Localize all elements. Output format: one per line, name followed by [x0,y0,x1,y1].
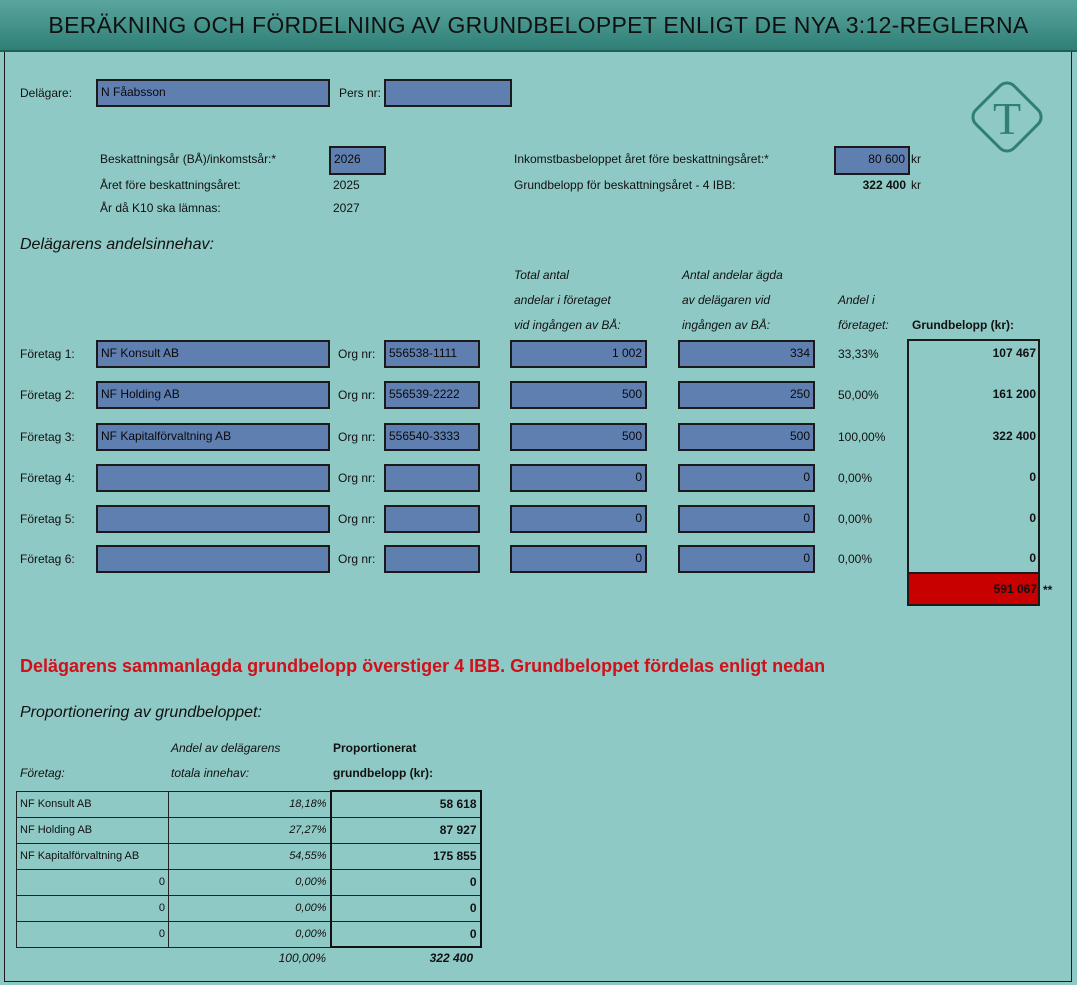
prop-share-cell: 18,18% [169,791,331,817]
table-row [17,817,481,843]
prop-company-cell: NF Holding AB [17,817,169,843]
total-shares-input[interactable]: 500 [510,423,647,451]
org-label: Org nr: [338,388,376,402]
prop-gb-cell: 87 927 [331,817,481,843]
tax-year-input[interactable]: 2026 [329,146,386,175]
ibb-label: Inkomstbasbeloppet året före beskattningsåret:* [514,152,769,166]
owned-shares-input[interactable]: 0 [678,505,815,533]
grundbelopp-cell: 0 [1029,551,1036,565]
company-name-input[interactable] [96,464,330,492]
owner-name-input[interactable]: N Fåabsson [96,79,330,107]
prev-year-value: 2025 [333,178,360,192]
org-label: Org nr: [338,552,376,566]
prop-share-cell: 0,00% [169,921,331,947]
prop-gb-cell: 0 [331,895,481,921]
prop-company-cell: NF Kapitalförvaltning AB [17,843,169,869]
ibb-input[interactable]: 80 600 [834,146,910,175]
org-label: Org nr: [338,430,376,444]
prop-col-share-line1: Andel av delägarens [171,741,281,755]
company-label: Företag 6: [20,552,75,566]
total-shares-input[interactable]: 0 [510,464,647,492]
col-owned-line2: av delägaren vid [682,293,771,307]
org-label: Org nr: [338,471,376,485]
company-name-input[interactable]: NF Holding AB [96,381,330,409]
grundbelopp-cell: 107 467 [992,346,1036,360]
prop-total-grundbelopp: 322 400 [429,951,473,965]
k10-year-label: År då K10 ska lämnas: [100,201,221,215]
sheet-left-border [4,52,5,982]
grundbelopp-label: Grundbelopp för beskattningsåret - 4 IBB: [514,178,736,192]
prop-company-cell: NF Konsult AB [17,791,169,817]
prop-company-cell: 0 [17,921,169,947]
table-row [17,843,481,869]
company-name-input[interactable]: NF Konsult AB [96,340,330,368]
org-number-input[interactable] [384,545,480,573]
company-name-input[interactable]: NF Kapitalförvaltning AB [96,423,330,451]
grundbelopp-value: 322 400 [862,178,906,192]
org-number-input[interactable]: 556538-1111 [384,340,480,368]
company-logo [958,68,1056,166]
table-row [17,895,481,921]
company-name-input[interactable] [96,545,330,573]
company-label: Företag 3: [20,430,75,444]
col-grundbelopp-header: Grundbelopp (kr): [912,318,1014,332]
owned-shares-input[interactable]: 0 [678,464,815,492]
total-grundbelopp-cell [907,572,1040,606]
owner-label: Delägare: [20,86,73,100]
col-share-line2: företaget: [838,318,889,332]
total-grundbelopp-value: 591 067 [993,582,1037,596]
prop-col-share-line2: totala innehav: [171,766,250,780]
col-total-line2: andelar i företaget [514,293,611,307]
tax-year-label: Beskattningsår (BÅ)/inkomstsår:* [100,152,277,166]
company-label: Företag 1: [20,347,75,361]
total-shares-input[interactable]: 0 [510,545,647,573]
ownership-share: 0,00% [838,512,873,526]
org-number-input[interactable] [384,464,480,492]
company-label: Företag 5: [20,512,75,526]
prop-share-cell: 27,27% [169,817,331,843]
sheet-right-border [1071,52,1072,982]
ownership-share: 0,00% [838,471,873,485]
org-label: Org nr: [338,512,376,526]
prop-gb-cell: 0 [331,921,481,947]
owned-shares-input[interactable]: 0 [678,545,815,573]
grundbelopp-cell: 0 [1029,470,1036,484]
total-shares-input[interactable]: 1 002 [510,340,647,368]
page-title: BERÄKNING OCH FÖRDELNING AV GRUNDBELOPPET ENLIGT DE NYA 3:12-REGLERNA [48,12,1029,38]
owned-shares-input[interactable]: 500 [678,423,815,451]
prop-total-share: 100,00% [278,951,326,965]
holdings-heading: Delägarens andelsinnehav: [20,236,214,253]
title-banner [0,0,1077,52]
proportion-heading: Proportionering av grundbeloppet: [20,704,262,721]
grundbelopp-unit: kr [911,178,921,192]
company-name-input[interactable] [96,505,330,533]
prev-year-label: Året före beskattningsåret: [100,178,241,192]
table-row [17,869,481,895]
prop-share-cell: 0,00% [169,869,331,895]
ownership-share: 50,00% [838,388,879,402]
prop-gb-cell: 0 [331,869,481,895]
ownership-share: 100,00% [838,430,886,444]
col-owned-line3: ingången av BÅ: [682,318,771,332]
org-number-input[interactable]: 556540-3333 [384,423,480,451]
col-total-line3: vid ingången av BÅ: [514,318,621,332]
prop-gb-cell: 175 855 [331,843,481,869]
warning-message: Delägarens sammanlagda grundbelopp överstiger 4 IBB. Grundbeloppet fördelas enligt nedan [20,656,826,676]
grundbelopp-cell: 161 200 [992,387,1036,401]
ibb-unit: kr [911,152,921,166]
total-footnote-marker: ** [1043,583,1053,597]
owned-shares-input[interactable]: 250 [678,381,815,409]
personnummer-input[interactable] [384,79,512,107]
prop-col-company: Företag: [20,766,65,780]
prop-share-cell: 54,55% [169,843,331,869]
org-number-input[interactable]: 556539-2222 [384,381,480,409]
company-label: Företag 2: [20,388,75,402]
total-shares-input[interactable]: 0 [510,505,647,533]
ownership-share: 33,33% [838,347,879,361]
k10-year-value: 2027 [333,201,360,215]
grundbelopp-cell: 322 400 [992,429,1036,443]
sheet-bottom-border [4,981,1072,982]
grundbelopp-column-box [907,339,1040,574]
total-shares-input[interactable]: 500 [510,381,647,409]
grundbelopp-cell: 0 [1029,511,1036,525]
prop-company-cell: 0 [17,869,169,895]
table-row [17,791,481,817]
prop-share-cell: 0,00% [169,895,331,921]
org-label: Org nr: [338,347,376,361]
col-owned-line1: Antal andelar ägda [682,268,783,282]
personnummer-label: Pers nr: [339,86,382,100]
prop-col-gb-line1: Proportionerat [333,741,417,755]
prop-gb-cell: 58 618 [331,791,481,817]
prop-company-cell: 0 [17,895,169,921]
owned-shares-input[interactable]: 334 [678,340,815,368]
ownership-share: 0,00% [838,552,873,566]
col-total-line1: Total antal [514,268,569,282]
col-share-line1: Andel i [838,293,875,307]
company-label: Företag 4: [20,471,75,485]
org-number-input[interactable] [384,505,480,533]
proportion-table [16,790,482,948]
table-row [17,921,481,947]
prop-col-gb-line2: grundbelopp (kr): [333,766,433,780]
logo-letter: T [992,93,1022,144]
